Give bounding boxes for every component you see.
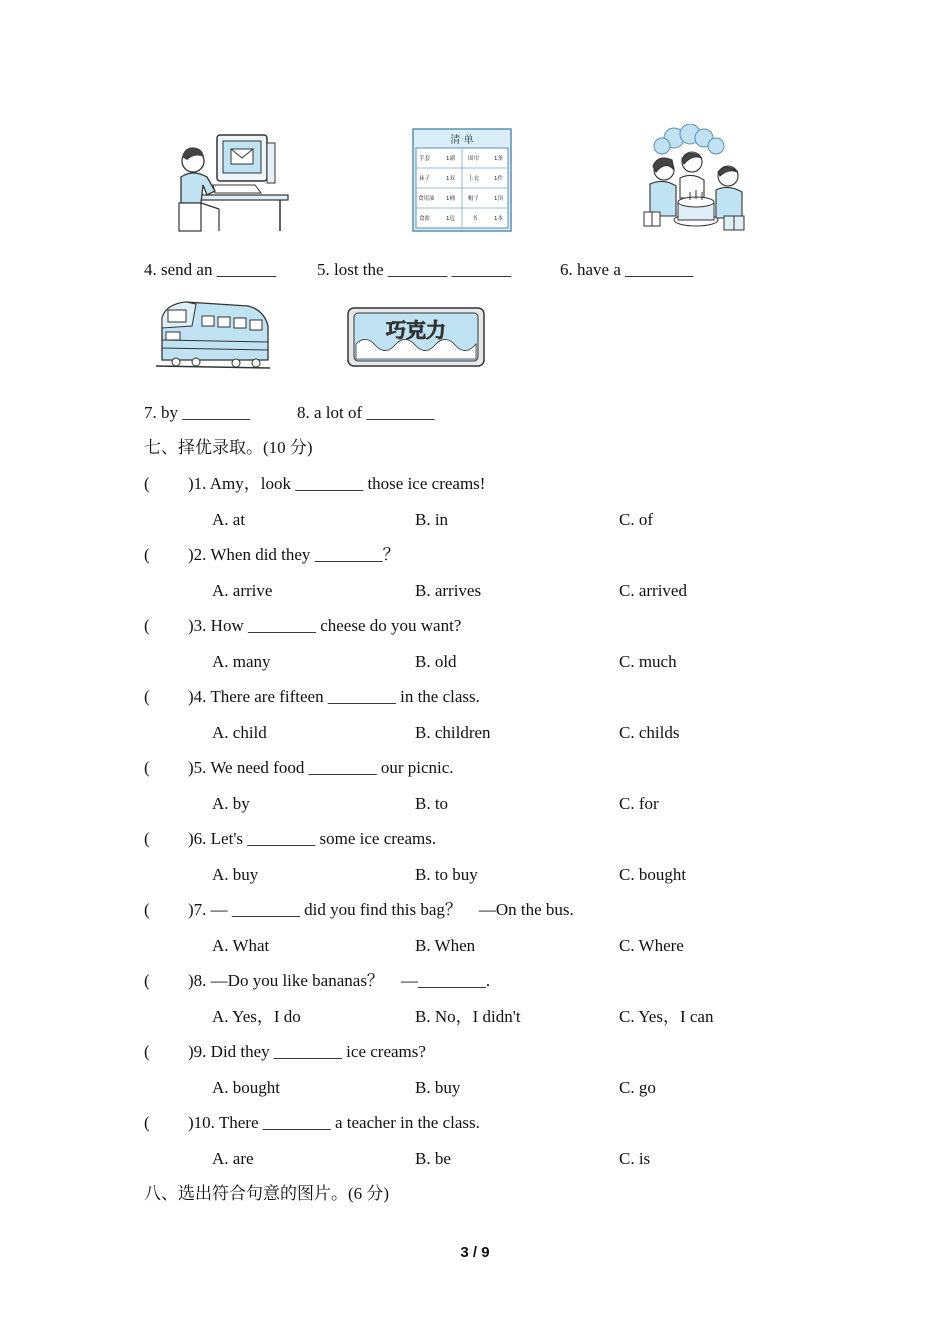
option-a: A. buy: [212, 865, 259, 884]
option-a: A. are: [212, 1149, 254, 1168]
question-text: )9. Did they ________ ice creams?: [188, 1042, 426, 1061]
option-b: B. When: [415, 936, 476, 955]
option-c: C. go: [619, 1078, 656, 1097]
list-cell: 1顶: [494, 196, 503, 202]
list-title: 清 单: [450, 135, 474, 146]
question-text: )4. There are fifteen ________ in the class.: [188, 687, 480, 706]
option-a: A. many: [212, 652, 271, 671]
option-c: C. childs: [619, 723, 680, 742]
option-c: C. is: [619, 1149, 651, 1168]
list-cell: 手套: [419, 156, 431, 162]
option-c: C. bought: [619, 865, 687, 884]
list-cell: 1件: [494, 176, 503, 182]
answer-paren[interactable]: (: [144, 1042, 150, 1061]
list-cell: 食盐: [419, 216, 431, 222]
answer-paren[interactable]: (: [144, 1113, 150, 1132]
answer-paren[interactable]: (: [144, 687, 150, 706]
answer-paren[interactable]: (: [144, 758, 150, 777]
option-c: C. for: [619, 794, 659, 813]
question-label-7: 7. by ________: [144, 403, 251, 422]
option-a: A. child: [212, 723, 267, 742]
section-8-heading: 八、选出符合句意的图片。(6 分): [144, 1184, 390, 1203]
option-c: C. of: [619, 510, 653, 529]
chocolate-bar-picture: [346, 304, 486, 370]
question-text: )10. There ________ a teacher in the class.: [188, 1113, 480, 1132]
answer-paren[interactable]: (: [144, 900, 150, 919]
question-text: )6. Let's ________ some ice creams.: [188, 829, 437, 848]
option-b: B. children: [415, 723, 491, 742]
option-c: C. much: [619, 652, 677, 671]
option-b: B. be: [415, 1149, 451, 1168]
option-a: A. at: [212, 510, 246, 529]
option-b: B. old: [415, 652, 457, 671]
question-text: )1. Amy，look ________ those ice creams!: [188, 474, 486, 493]
option-b: B. arrives: [415, 581, 482, 600]
answer-paren[interactable]: (: [144, 616, 150, 635]
answer-paren[interactable]: (: [144, 474, 150, 493]
computer-email-picture: [175, 133, 290, 233]
list-cell: 1本: [494, 216, 503, 222]
answer-paren[interactable]: (: [144, 545, 150, 564]
option-c: C. arrived: [619, 581, 687, 600]
question-label-4: 4. send an _______: [144, 260, 277, 279]
page-number: 3 / 9: [460, 1244, 490, 1261]
question-text: )8. —Do you like bananas？ —________.: [188, 971, 491, 990]
list-cell: 1条: [494, 156, 503, 162]
answer-paren[interactable]: (: [144, 971, 150, 990]
section-7-heading: 七、择优录取。(10 分): [144, 438, 313, 457]
question-text: )7. — ________ did you find this bag？ —On the bus.: [188, 900, 574, 919]
option-a: A. What: [212, 936, 270, 955]
list-cell: 袜子: [419, 176, 431, 182]
option-a: A. by: [212, 794, 250, 813]
list-cell: 帽子: [468, 196, 480, 202]
option-a: A. arrive: [212, 581, 273, 600]
chocolate-label: 巧克力: [386, 318, 446, 342]
option-a: A. Yes，I do: [212, 1007, 301, 1026]
option-b: B. in: [415, 510, 449, 529]
question-text: )2. When did they ________？: [188, 545, 400, 564]
list-cell: 1包: [446, 216, 455, 222]
answer-paren[interactable]: (: [144, 829, 150, 848]
question-label-8: 8. a lot of ________: [297, 403, 435, 422]
question-text: )5. We need food ________ our picnic.: [188, 758, 454, 777]
question-label-6: 6. have a ________: [560, 260, 694, 279]
option-b: B. No，I didn't: [415, 1007, 521, 1026]
question-text: )3. How ________ cheese do you want?: [188, 616, 462, 635]
list-cell: 上衣: [468, 176, 480, 182]
option-b: B. to: [415, 794, 449, 813]
birthday-party-picture: [640, 124, 750, 234]
list-cell: 1副: [446, 156, 455, 162]
shopping-list-picture: [412, 128, 512, 232]
option-b: B. buy: [415, 1078, 461, 1097]
option-a: A. bought: [212, 1078, 280, 1097]
list-cell: 1桶: [446, 196, 455, 202]
question-label-5: 5. lost the _______ _______: [317, 260, 512, 279]
option-c: C. Yes，I can: [619, 1007, 714, 1026]
list-cell: 围巾: [468, 156, 480, 162]
list-cell: 食用油: [418, 196, 435, 202]
list-cell: 1双: [446, 176, 455, 182]
list-cell: 书: [472, 216, 478, 222]
train-picture: [156, 296, 270, 374]
option-b: B. to buy: [415, 865, 478, 884]
option-c: C. Where: [619, 936, 684, 955]
